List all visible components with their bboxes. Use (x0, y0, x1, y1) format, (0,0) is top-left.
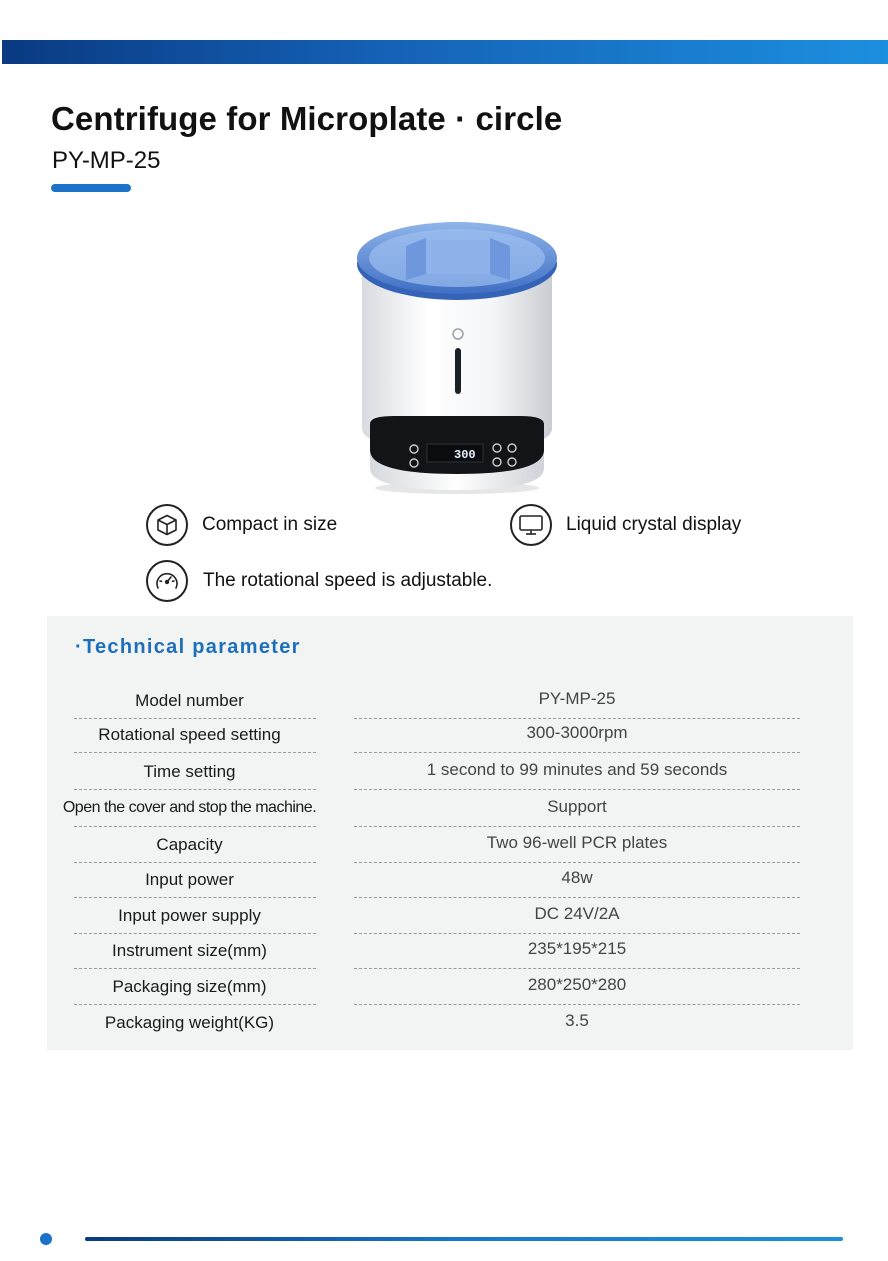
row-divider (74, 968, 316, 969)
param-key: Open the cover and stop the machine. (62, 799, 317, 816)
param-value: 48w (561, 868, 593, 887)
param-key: Input power (145, 870, 234, 889)
param-value: PY-MP-25 (538, 689, 616, 708)
row-divider (74, 752, 316, 753)
row-divider (74, 826, 316, 827)
footer-dot (40, 1233, 52, 1245)
feature-label: Compact in size (202, 514, 338, 535)
model-subtitle: PY-MP-25 (52, 147, 161, 174)
row-divider (354, 862, 800, 863)
display-readout: 300 (454, 448, 476, 462)
feature-label: The rotational speed is adjustable. (203, 570, 493, 591)
speedometer-icon (146, 560, 188, 602)
feature-compact-size (146, 504, 337, 546)
table-row (47, 901, 853, 937)
feature-adjustable-speed (146, 560, 492, 602)
param-value: 235*195*215 (527, 939, 627, 958)
param-value: 3.5 (565, 1011, 589, 1030)
param-value: Two 96-well PCR plates (486, 833, 668, 852)
row-divider (74, 933, 316, 934)
row-divider (354, 789, 800, 790)
table-row (47, 757, 853, 793)
param-value: DC 24V/2A (534, 904, 620, 923)
row-divider (354, 1004, 800, 1005)
param-key: Packaging weight(KG) (104, 1013, 275, 1032)
row-divider (354, 718, 800, 719)
row-divider (74, 862, 316, 863)
row-divider (74, 897, 316, 898)
row-divider (74, 1004, 316, 1005)
row-divider (354, 968, 800, 969)
header-bar (2, 40, 888, 64)
param-value: 300-3000rpm (526, 723, 628, 742)
param-key: Instrument size(mm) (112, 941, 267, 960)
row-divider (354, 933, 800, 934)
table-row (47, 972, 853, 1008)
row-divider (74, 718, 316, 719)
table-row (47, 686, 853, 722)
row-divider (354, 897, 800, 898)
param-value: 280*250*280 (527, 975, 627, 994)
section-heading: ·Technical parameter (75, 636, 301, 658)
footer-line (85, 1237, 843, 1241)
param-key: Rotational speed setting (98, 725, 281, 744)
param-key: Model number (135, 691, 244, 710)
technical-parameter-panel (47, 616, 853, 1050)
title-underline (51, 184, 131, 192)
feature-label: Liquid crystal display (566, 514, 742, 535)
row-divider (354, 826, 800, 827)
table-row (47, 1008, 853, 1044)
table-row (47, 936, 853, 972)
table-row (47, 720, 853, 756)
param-key: Time setting (143, 762, 236, 781)
centrifuge-product-image (354, 218, 560, 498)
param-value: Support (547, 797, 607, 816)
cube-icon (146, 504, 188, 546)
row-divider (74, 789, 316, 790)
feature-lcd-display (510, 504, 741, 546)
table-row (47, 865, 853, 901)
param-key: Packaging size(mm) (112, 977, 267, 996)
monitor-icon (510, 504, 552, 546)
table-row (47, 794, 853, 830)
param-value: 1 second to 99 minutes and 59 seconds (426, 760, 728, 779)
param-key: Input power supply (118, 906, 261, 925)
row-divider (354, 752, 800, 753)
page-title: Centrifuge for Microplate · circle (51, 100, 563, 137)
param-key: Capacity (156, 835, 223, 854)
table-row (47, 830, 853, 866)
